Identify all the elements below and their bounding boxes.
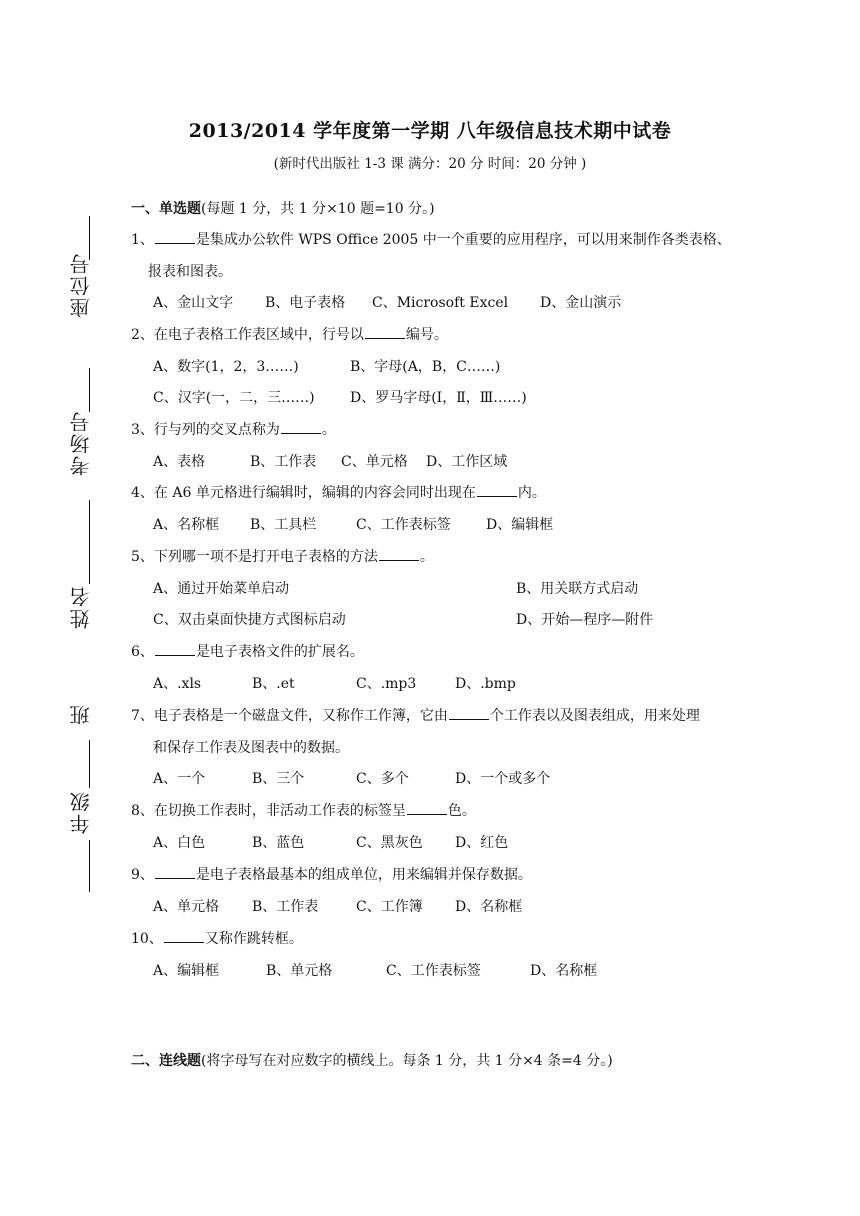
binding-grade-label: 年级 (69, 790, 93, 834)
question-10-options (153, 960, 597, 980)
answer-blank[interactable] (449, 707, 489, 720)
section2-title: 二、连线题 (131, 1053, 201, 1069)
question-1-cont: 报表和图表。 (148, 264, 232, 280)
question-10: 10、 又称作跳转框。 (131, 931, 303, 947)
option-c[interactable]: C、多个 (356, 771, 409, 787)
answer-blank[interactable] (379, 548, 419, 561)
answer-blank[interactable] (365, 326, 405, 339)
option-b[interactable]: B、工具栏 (250, 517, 317, 533)
option-b[interactable]: B、工作表 (252, 899, 319, 915)
binding-line-grade (89, 840, 90, 892)
answer-blank[interactable] (407, 802, 447, 815)
option-c[interactable]: C、汉字(一，二，三……) (153, 390, 315, 406)
option-d[interactable]: D、.bmp (455, 676, 516, 692)
option-a[interactable]: A、一个 (153, 771, 206, 787)
answer-blank[interactable] (155, 231, 195, 244)
question-2: 2、在电子表格工作表区域中，行号以 编号。 (131, 327, 448, 343)
option-c[interactable]: C、.mp3 (356, 676, 417, 692)
answer-blank[interactable] (477, 484, 517, 497)
binding-line-name (89, 500, 90, 584)
binding-class-label: 班 (69, 703, 93, 725)
section1-title: 一、单选题 (131, 201, 201, 217)
option-d[interactable]: D、工作区域 (426, 454, 508, 470)
option-c[interactable]: C、工作簿 (356, 899, 423, 915)
option-b[interactable]: B、工作表 (250, 454, 317, 470)
option-d[interactable]: D、红色 (455, 835, 509, 851)
answer-blank[interactable] (155, 866, 195, 879)
option-d[interactable]: D、一个或多个 (455, 771, 551, 787)
option-a[interactable]: A、单元格 (153, 899, 220, 915)
option-d[interactable]: D、罗马字母(Ⅰ，Ⅱ，Ⅲ……) (350, 390, 527, 406)
option-d[interactable]: D、开始—程序—附件 (516, 612, 654, 628)
answer-blank[interactable] (155, 643, 195, 656)
question-8-options (153, 832, 508, 852)
question-1: 1、 是集成办公软件 WPS Office 2005 中一个重要的应用程序，可以用来制作各类表格、 (131, 232, 731, 248)
question-6-options (153, 673, 516, 693)
section1-note: (每题 1 分，共 1 分×10 题=10 分。) (201, 201, 435, 217)
option-c[interactable]: C、工作表标签 (386, 963, 481, 979)
question-2-options-row1 (153, 356, 500, 376)
question-7-cont: 和保存工作表及图表中的数据。 (153, 740, 349, 756)
option-b[interactable]: B、单元格 (266, 963, 333, 979)
exam-title: 2013/2014 学年度第一学期 八年级信息技术期中试卷 (188, 120, 672, 142)
option-b[interactable]: B、.et (252, 676, 295, 692)
binding-seat-label: 座位号 (69, 252, 93, 318)
question-9: 9、 是电子表格最基本的组成单位，用来编辑并保存数据。 (131, 867, 532, 883)
option-c[interactable]: C、单元格 (341, 454, 408, 470)
option-a[interactable]: A、数字(1，2，3……) (153, 359, 299, 375)
question-7: 7、电子表格是一个磁盘文件，又称作工作簿，它由 个工作表以及图表组成，用来处理 (131, 708, 700, 724)
section1-heading (131, 198, 435, 218)
question-6: 6、 是电子表格文件的扩展名。 (131, 644, 364, 660)
question-1-options (153, 292, 621, 312)
binding-line-class (89, 740, 90, 788)
option-a[interactable]: A、通过开始菜单启动 (153, 581, 290, 597)
option-a[interactable]: A、名称框 (153, 517, 220, 533)
binding-name-label: 姓名 (69, 585, 93, 629)
option-a[interactable]: A、.xls (153, 676, 202, 692)
question-4: 4、在 A6 单元格进行编辑时，编辑的内容会同时出现在 内。 (131, 485, 546, 501)
option-b[interactable]: B、三个 (252, 771, 305, 787)
option-d[interactable]: D、名称框 (455, 899, 523, 915)
binding-room-label: 考场号 (69, 410, 93, 476)
question-3-options (153, 451, 507, 471)
exam-subtitle: (新时代出版社 1-3 课 满分：20 分 时间：20 分钟 ) (273, 156, 587, 172)
option-c[interactable]: C、黑灰色 (356, 835, 423, 851)
answer-blank[interactable] (281, 421, 321, 434)
option-a[interactable]: A、编辑框 (153, 963, 220, 979)
option-c[interactable]: C、Microsoft Excel (372, 295, 509, 311)
option-d[interactable]: D、编辑框 (486, 517, 554, 533)
question-9-options (153, 896, 522, 916)
option-a[interactable]: A、白色 (153, 835, 206, 851)
option-d[interactable]: D、名称框 (530, 963, 598, 979)
binding-line-room (89, 368, 90, 412)
section2-heading (131, 1050, 613, 1070)
option-b[interactable]: B、用关联方式启动 (516, 581, 639, 597)
question-2-options-row2 (153, 387, 527, 407)
option-a[interactable]: A、金山文字 (153, 295, 234, 311)
section2-note: (将字母写在对应数字的横线上。每条 1 分，共 1 分×4 条=4 分。) (201, 1053, 613, 1069)
question-5-options-row1 (153, 578, 638, 598)
option-b[interactable]: B、蓝色 (252, 835, 305, 851)
option-c[interactable]: C、工作表标签 (356, 517, 451, 533)
question-5: 5、下列哪一项不是打开电子表格的方法 。 (131, 549, 434, 565)
option-d[interactable]: D、金山演示 (540, 295, 622, 311)
question-8: 8、在切换工作表时，非活动工作表的标签呈 色。 (131, 803, 476, 819)
option-a[interactable]: A、表格 (153, 454, 206, 470)
option-c[interactable]: C、双击桌面快捷方式图标启动 (153, 612, 346, 628)
answer-blank[interactable] (164, 930, 204, 943)
option-b[interactable]: B、字母(A，B，C……) (350, 359, 501, 375)
question-3: 3、行与列的交叉点称为 。 (131, 422, 336, 438)
question-5-options-row2 (153, 609, 653, 629)
question-4-options (153, 514, 553, 534)
option-b[interactable]: B、电子表格 (265, 295, 346, 311)
question-7-options (153, 768, 550, 788)
